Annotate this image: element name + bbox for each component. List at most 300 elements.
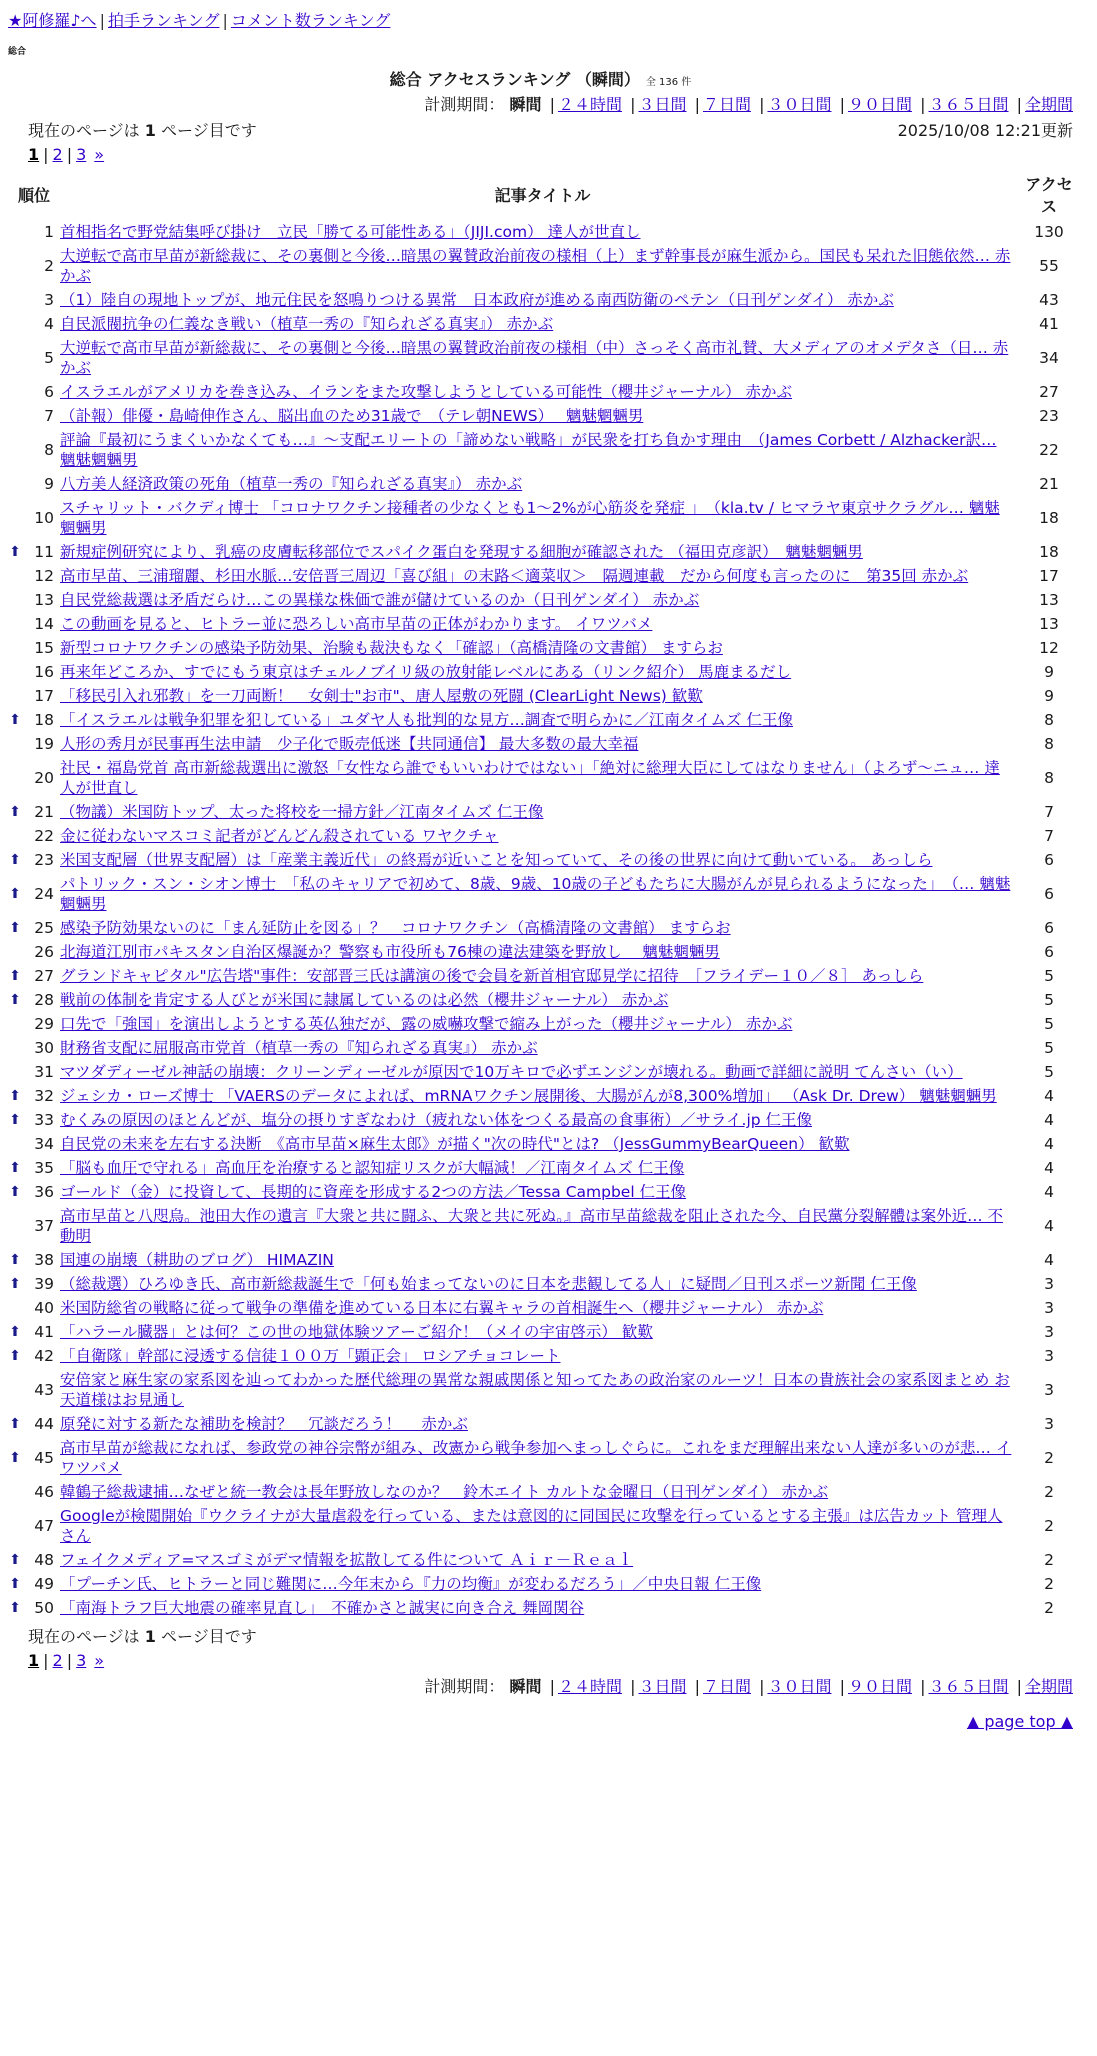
separator: | (222, 11, 228, 30)
article-link[interactable]: ジェシカ・ローズ博士 「VAERSのデータによれば、mRNAワクチン展開後、大腸がんが8,300%増加」 （Ask Dr. Drew） 魑魅魍魎男 (60, 1087, 997, 1105)
rank-number: 38 (34, 1251, 54, 1269)
article-title-cell (60, 1084, 1025, 1108)
rank-number: 41 (34, 1323, 54, 1341)
article-link[interactable]: 北海道江別市パキスタン自治区爆誕か？警察も市役所も76棟の違法建築を野放し 魑魅魍魎男 (60, 943, 720, 961)
rank-number: 14 (34, 615, 54, 633)
access-count: 17 (1039, 567, 1059, 585)
access-count: 41 (1039, 315, 1059, 333)
up-arrow-icon (8, 1012, 22, 1036)
table-row (8, 1480, 1073, 1504)
page-status-prefix: 現在のページは (28, 1627, 140, 1646)
article-link[interactable]: （総裁選）ひろゆき氏、高市新総裁誕生で「何も始まってないのに日本を悲観してる人」に疑問／日刊スポーツ新聞 仁王像 (60, 1275, 917, 1293)
page-status-row (8, 120, 1073, 142)
top-navigation (8, 10, 1073, 32)
period-link-365d[interactable]: ３６５日間 (928, 95, 1009, 114)
page-status-row-bottom (8, 1626, 1073, 1648)
article-title-cell (60, 1248, 1025, 1272)
rank-number: 13 (34, 591, 54, 609)
table-row (8, 496, 1073, 540)
table-row (8, 404, 1073, 428)
table-row (8, 312, 1073, 336)
page-current: 1 (28, 145, 40, 164)
article-title-cell (60, 800, 1025, 824)
table-row (8, 540, 1073, 564)
rank-number: 9 (44, 475, 54, 493)
article-link[interactable]: フェイクメディア=マスゴミがデマ情報を拡散してる件について Ａｉｒ－Ｒｅａｌ (60, 1551, 634, 1569)
access-count: 3 (1044, 1299, 1054, 1317)
article-title-cell (60, 1320, 1025, 1344)
period-selector-top: 計測期間： 瞬間 | ２４時間 | ３日間 | ７日間 | ３０日間 | ９０日間 | ３６５日間 | 全期間 (424, 95, 1073, 114)
article-link[interactable]: 高市早苗、三浦瑠麗、杉田水脈…安倍晋三周辺「喜び組」の末路＜適菜収＞ 隔週連載 だから何度も言ったのに 第35回 赤かぶ (60, 567, 969, 585)
article-title-cell (60, 380, 1025, 404)
access-count: 5 (1044, 1063, 1054, 1081)
access-count: 22 (1039, 441, 1059, 459)
period-label: 計測期間： (424, 1677, 505, 1696)
period-link-all[interactable]: 全期間 (1024, 1677, 1073, 1696)
rank-number: 40 (34, 1299, 54, 1317)
rank-number: 50 (34, 1599, 54, 1617)
access-count: 6 (1044, 919, 1054, 937)
access-count: 55 (1039, 257, 1059, 275)
rank-number: 2 (44, 257, 54, 275)
table-row (8, 708, 1073, 732)
table-row (8, 472, 1073, 496)
access-count: 13 (1039, 615, 1059, 633)
table-row (8, 1504, 1073, 1548)
table-row (8, 1248, 1073, 1272)
article-title-cell (60, 428, 1025, 472)
article-title-cell (60, 1572, 1025, 1596)
page-status-suffix: ページ目です (161, 121, 257, 140)
article-title-cell (60, 684, 1025, 708)
article-title-cell (60, 1108, 1025, 1132)
up-arrow-icon (8, 1036, 22, 1060)
rank-number: 20 (34, 769, 54, 787)
article-link[interactable]: 大逆転で高市早苗が新総裁に、その裏側と今後…暗黒の翼賛政治前夜の様相（上）まず幹事長が麻生派から。国民も呆れた旧態依然… 赤かぶ (60, 247, 1011, 285)
separator: | (99, 11, 105, 30)
article-title-cell (60, 1036, 1025, 1060)
rank-number: 19 (34, 735, 54, 753)
access-count: 9 (1044, 663, 1054, 681)
up-arrow-icon (8, 1296, 22, 1320)
article-link[interactable]: 人形の秀月が民事再生法申請 少子化で販売低迷【共同通信】 最大多数の最大幸福 (60, 735, 639, 753)
article-link[interactable]: 米国防総省の戦略に従って戦争の準備を進めている日本に右翼キャラの首相誕生へ（櫻井ジャーナル） 赤かぶ (60, 1299, 824, 1317)
article-title-cell (60, 496, 1025, 540)
table-row (8, 848, 1073, 872)
table-row (8, 824, 1073, 848)
rank-number: 17 (34, 687, 54, 705)
table-row (8, 1060, 1073, 1084)
rank-number: 47 (34, 1517, 54, 1535)
access-count: 4 (1044, 1087, 1054, 1105)
rank-number: 37 (34, 1217, 54, 1235)
access-count: 4 (1044, 1183, 1054, 1201)
up-arrow-icon: ⬆ (9, 1160, 21, 1176)
article-link[interactable]: 国連の崩壊（耕助のブログ） HIMAZIN (60, 1251, 334, 1269)
rank-number: 23 (34, 851, 54, 869)
article-link[interactable]: 「イスラエルは戦争犯罪を犯している」ユダヤ人も批判的な見方…調査で明らかに／江南タイムズ 仁王像 (60, 711, 793, 729)
up-arrow-icon (8, 824, 22, 848)
rank-number: 5 (44, 349, 54, 367)
table-row (8, 1012, 1073, 1036)
access-count: 6 (1044, 943, 1054, 961)
access-count: 4 (1044, 1135, 1054, 1153)
article-title-cell (60, 312, 1025, 336)
up-arrow-icon (8, 220, 22, 244)
article-link[interactable]: 戦前の体制を肯定する人びとが米国に隷属しているのは必然（櫻井ジャーナル） 赤かぶ (60, 991, 669, 1009)
access-count: 13 (1039, 591, 1059, 609)
table-row (8, 964, 1073, 988)
up-arrow-icon (8, 732, 22, 756)
table-row (8, 636, 1073, 660)
article-title-cell (60, 1132, 1025, 1156)
ranking-count: 全 136 件 (645, 77, 692, 88)
page-status-prefix: 現在のページは (28, 121, 140, 140)
access-count: 34 (1039, 349, 1059, 367)
rank-number: 18 (34, 711, 54, 729)
header-access: アクセス (1025, 175, 1073, 216)
up-arrow-icon (8, 564, 22, 588)
access-count: 18 (1039, 509, 1059, 527)
period-link-all[interactable]: 全期間 (1024, 95, 1073, 114)
table-row (8, 940, 1073, 964)
table-row (8, 1596, 1073, 1620)
page-next[interactable]: » (94, 1651, 105, 1670)
rank-number: 31 (34, 1063, 54, 1081)
up-arrow-icon: ⬆ (9, 1252, 21, 1268)
article-title-cell (60, 1296, 1025, 1320)
up-arrow-icon: ⬆ (9, 852, 21, 868)
up-arrow-icon (8, 940, 22, 964)
rank-number: 39 (34, 1275, 54, 1293)
rank-number: 8 (44, 441, 54, 459)
up-arrow-icon (8, 660, 22, 684)
access-count: 5 (1044, 1039, 1054, 1057)
article-title-cell (60, 588, 1025, 612)
access-count: 12 (1039, 639, 1059, 657)
rank-number: 4 (44, 315, 54, 333)
updated-timestamp: 2025/10/08 12:21更新 (897, 121, 1073, 140)
up-arrow-icon (8, 1480, 22, 1504)
article-title-cell (60, 1012, 1025, 1036)
up-arrow-icon (8, 428, 22, 472)
period-link-24h[interactable]: ２４時間 (557, 1677, 622, 1696)
table-row (8, 1204, 1073, 1248)
up-arrow-icon: ⬆ (9, 712, 21, 728)
article-title-cell (60, 288, 1025, 312)
rank-number: 29 (34, 1015, 54, 1033)
article-link[interactable]: 「南海トラフ巨大地震の確率見直し」 不確かさと誠実に向き合え 舞岡関谷 (60, 1599, 585, 1617)
article-link[interactable]: 金に従わないマスコミ記者がどんどん殺されている ワヤクチャ (60, 827, 499, 845)
access-count: 5 (1044, 1015, 1054, 1033)
article-link[interactable]: 韓鶴子総裁逮捕…なぜと統一教会は長年野放しなのか？ 鈴木エイト カルトな金曜日（日刊ゲンダイ） 赤かぶ (60, 1483, 829, 1501)
article-title-cell (60, 940, 1025, 964)
article-link[interactable]: 口先で「強国」を演出しようとする英仏独だが、露の威嚇攻撃で縮み上がった（櫻井ジャーナル） 赤かぶ (60, 1015, 793, 1033)
article-link[interactable]: 大逆転で高市早苗が新総裁に、その裏側と今後…暗黒の翼賛政治前夜の様相（中）さっそく高市礼賛、大メディアのオメデタさ（日… 赤かぶ (60, 339, 1009, 377)
article-link[interactable]: 自民派閥抗争の仁義なき戦い（植草一秀の『知られざる真実』） 赤かぶ (60, 315, 554, 333)
article-link[interactable]: 「プーチン氏、ヒトラーと同じ難関に…今年末から『力の均衡』が変わるだろう」／中央日報 仁王像 (60, 1575, 762, 1593)
table-row (8, 1436, 1073, 1480)
period-current: 瞬間 (509, 1677, 542, 1696)
up-arrow-icon: ⬆ (9, 968, 21, 984)
access-count: 4 (1044, 1159, 1054, 1177)
table-row (8, 244, 1073, 288)
access-count: 7 (1044, 803, 1054, 821)
article-link[interactable]: 米国支配層（世界支配層）は「産業主義近代」の終焉が近いことを知っていて、その後の世界に向けて動いている。 あっしら (60, 851, 933, 869)
period-link-90d[interactable]: ９０日間 (847, 95, 912, 114)
access-count: 4 (1044, 1251, 1054, 1269)
table-row (8, 288, 1073, 312)
up-arrow-icon: ⬆ (9, 1450, 21, 1466)
page-status-bottom (28, 1626, 257, 1648)
rank-number: 30 (34, 1039, 54, 1057)
access-count: 7 (1044, 827, 1054, 845)
table-row (8, 872, 1073, 916)
access-count: 18 (1039, 543, 1059, 561)
table-row (8, 800, 1073, 824)
article-title-cell (60, 1436, 1025, 1480)
rank-number: 44 (34, 1415, 54, 1433)
article-link[interactable]: 「ハラール臓器」とは何？この世の地獄体験ツアーご紹介！（メイの宇宙啓示） 歓歎 (60, 1323, 653, 1341)
up-arrow-icon: ⬆ (9, 1112, 21, 1128)
up-arrow-icon (8, 312, 22, 336)
article-link[interactable]: （1）陸自の現地トップが、地元住民を怒鳴りつける異常 日本政府が進める南西防衛のペテン（日刊ゲンダイ） 赤かぶ (60, 291, 894, 309)
ranking-rows (8, 220, 1073, 1620)
page-top-link[interactable]: ▲ page top ▲ (966, 1712, 1073, 1731)
period-link-90d[interactable]: ９０日間 (847, 1677, 912, 1696)
article-title-cell (60, 1596, 1025, 1620)
article-title-cell (60, 336, 1025, 380)
table-row (8, 1180, 1073, 1204)
rank-number: 16 (34, 663, 54, 681)
up-arrow-icon: ⬆ (9, 886, 21, 902)
period-link-3d[interactable]: ３日間 (638, 95, 687, 114)
article-link[interactable]: （訃報）俳優・島崎伸作さん、脳出血のため31歳で （テレ朝NEWS） 魑魅魍魎男 (60, 407, 644, 425)
period-link-365d[interactable]: ３６５日間 (928, 1677, 1009, 1696)
page-next[interactable]: » (94, 145, 105, 164)
up-arrow-icon (8, 244, 22, 288)
article-title-cell (60, 708, 1025, 732)
rank-number: 6 (44, 383, 54, 401)
page-current: 1 (28, 1651, 40, 1670)
access-count: 23 (1039, 407, 1059, 425)
rank-number: 42 (34, 1347, 54, 1365)
table-row (8, 1572, 1073, 1596)
up-arrow-icon (8, 1132, 22, 1156)
period-link-7d[interactable]: ７日間 (702, 1677, 751, 1696)
table-row (8, 564, 1073, 588)
article-link[interactable]: 感染予防効果ないのに「まん延防止を図る」？ コロナワクチン（高橋清隆の文書館） ますらお (60, 919, 731, 937)
access-count: 4 (1044, 1111, 1054, 1129)
article-link[interactable]: 「移民引入れ邪教」を一刀両断！ 女剣士"お市"、唐人屋敷の死闘 (ClearLight News) 歓歎 (60, 687, 703, 705)
article-title-cell (60, 404, 1025, 428)
article-title-cell (60, 964, 1025, 988)
rank-number: 22 (34, 827, 54, 845)
article-link[interactable]: （物議）米国防トップ、太った将校を一掃方針／江南タイムズ 仁王像 (60, 803, 544, 821)
up-arrow-icon (8, 336, 22, 380)
article-link[interactable]: むくみの原因のほとんどが、塩分の摂りすぎなわけ（疲れない体をつくる最高の食事術）／サライ.jp 仁王像 (60, 1111, 813, 1129)
access-count: 2 (1044, 1483, 1054, 1501)
table-row (8, 1368, 1073, 1412)
access-count: 8 (1044, 711, 1054, 729)
up-arrow-icon: ⬆ (9, 1576, 21, 1592)
article-title-cell (60, 1060, 1025, 1084)
up-arrow-icon: ⬆ (9, 992, 21, 1008)
table-row (8, 1296, 1073, 1320)
link-comment-ranking[interactable]: コメント数ランキング (230, 11, 391, 30)
up-arrow-icon (8, 612, 22, 636)
up-arrow-icon (8, 588, 22, 612)
table-row (8, 1344, 1073, 1368)
access-count: 3 (1044, 1415, 1054, 1433)
article-title-cell (60, 872, 1025, 916)
rank-number: 7 (44, 407, 54, 425)
article-title-cell (60, 1180, 1025, 1204)
up-arrow-icon: ⬆ (9, 1184, 21, 1200)
table-row (8, 732, 1073, 756)
article-title-cell (60, 1412, 1025, 1436)
page-link-3[interactable]: 3 (76, 1651, 87, 1670)
up-arrow-icon (8, 472, 22, 496)
table-row (8, 336, 1073, 380)
table-row (8, 1132, 1073, 1156)
period-link-7d[interactable]: ７日間 (702, 95, 751, 114)
rank-number: 25 (34, 919, 54, 937)
article-link[interactable]: 評論『最初にうまくいかなくても…』～支配エリートの「諦めない戦略」が民衆を打ち負かす理由 （James Corbett / Alzhacker訳… 魑魅魍魎男 (60, 431, 997, 469)
rank-number: 24 (34, 885, 54, 903)
page-link-2[interactable]: 2 (52, 145, 63, 164)
article-link[interactable]: 自民党総裁選は矛盾だらけ…この異様な株価で誰が儲けているのか（日刊ゲンダイ） 赤かぶ (60, 591, 700, 609)
access-count: 5 (1044, 991, 1054, 1009)
article-link[interactable]: 高市早苗が総裁になれば、参政党の神谷宗幣が組み、改憲から戦争参加へまっしぐらに。これをまだ理解出来ない人達が多いのが悲… イワツバメ (60, 1439, 1012, 1477)
article-title-cell (60, 1480, 1025, 1504)
table-row (8, 220, 1073, 244)
article-title-cell (60, 1272, 1025, 1296)
rank-number: 27 (34, 967, 54, 985)
article-link[interactable]: グランドキャピタル"広告塔"事件：安部晋三氏は講演の後で会員を新首相官邸見学に招待 ［フライデー１０／８］ あっしら (60, 967, 924, 985)
article-link[interactable]: マツダディーゼル神話の崩壊：クリーンディーゼルが原因で10万キロで必ずエンジンが壊れる。動画で詳細に説明 てんさい（い） (60, 1063, 963, 1081)
page-link-3[interactable]: 3 (76, 145, 87, 164)
article-title-cell (60, 1344, 1025, 1368)
article-link[interactable]: Googleが検閲開始『ウクライナが大量虐殺を行っている、または意図的に同国民に攻撃を行っているとする主張』は広告カット 管理人さん (60, 1507, 1003, 1545)
article-link[interactable]: 財務省支配に屈服高市党首（植草一秀の『知られざる真実』） 赤かぶ (60, 1039, 538, 1057)
article-link[interactable]: 八方美人経済政策の死角（植草一秀の『知られざる真実』） 赤かぶ (60, 475, 523, 493)
period-selector-bottom: 計測期間： 瞬間 | ２４時間 | ３日間 | ７日間 | ３０日間 | ９０日間 | ３６５日間 | 全期間 (424, 1677, 1073, 1696)
rank-number: 12 (34, 567, 54, 585)
link-clap-ranking[interactable]: 拍手ランキング (107, 11, 220, 30)
pagination-top: 1 | 2 | 3 » (28, 145, 105, 164)
rank-number: 1 (44, 223, 54, 241)
article-title-cell (60, 472, 1025, 496)
article-link[interactable]: イスラエルがアメリカを巻き込み、イランをまた攻撃しようとしている可能性（櫻井ジャーナル） 赤かぶ (60, 383, 793, 401)
access-count: 3 (1044, 1275, 1054, 1293)
table-header-row (8, 172, 1073, 220)
article-link[interactable]: 再来年どころか、すでにもう東京はチェルノブイリ級の放射能レベルにある（リンク紹介） 馬鹿まるだし (60, 663, 792, 681)
article-link[interactable]: 新規症例研究により、乳癌の皮膚転移部位でスパイク蛋白を発現する細胞が確認された （福田克彦訳） 魑魅魍魎男 (60, 543, 863, 561)
article-title-cell (60, 732, 1025, 756)
rank-number: 10 (34, 509, 54, 527)
article-link[interactable]: 原発に対する新たな補助を検討？ 冗談だろう！ 赤かぶ (60, 1415, 468, 1433)
article-title-cell (60, 220, 1025, 244)
access-count: 2 (1044, 1575, 1054, 1593)
access-count: 43 (1039, 291, 1059, 309)
article-link[interactable]: 安倍家と麻生家の家系図を辿ってわかった歴代総理の異常な親戚関係と知ってたあの政治家のルーツ！日本の貴族社会の家系図まとめ お天道様はお見通し (60, 1371, 1010, 1409)
table-row (8, 1108, 1073, 1132)
article-link[interactable]: 社民・福島党首 高市新総裁選出に激怒「女性なら誰でもいいわけではない」「絶対に総理大臣にしてはなりません」（よろず～ニュ… 達人が世直し (60, 759, 1000, 797)
table-row (8, 1272, 1073, 1296)
article-title-cell (60, 1204, 1025, 1248)
up-arrow-icon (8, 404, 22, 428)
access-count: 2 (1044, 1599, 1054, 1617)
article-link[interactable]: この動画を見ると、ヒトラー並に恐ろしい高市早苗の正体がわかります。 イワツバメ (60, 615, 653, 633)
table-row (8, 1036, 1073, 1060)
rank-number: 36 (34, 1183, 54, 1201)
ranking-title: 総合 アクセスランキング （瞬間） (389, 70, 640, 89)
period-link-3d[interactable]: ３日間 (638, 1677, 687, 1696)
access-count: 9 (1044, 687, 1054, 705)
article-link[interactable]: 首相指名で野党結集呼び掛け 立民「勝てる可能性ある」（JIJI.com） 達人が世直し (60, 223, 641, 241)
link-ashura-home[interactable]: ★阿修羅♪へ (8, 11, 97, 30)
article-link[interactable]: スチャリット・バクディ博士 「コロナワクチン接種者の少なくとも1～2%が心筋炎を発症 」 （kla.tv / ヒマラヤ東京サクラグル… 魑魅魍魎男 (60, 499, 1000, 537)
article-link[interactable]: 新型コロナワクチンの感染予防効果、治験も裁決もなく「確認」（高橋清隆の文書館） ますらお (60, 639, 723, 657)
up-arrow-icon (8, 1204, 22, 1248)
article-title-cell (60, 612, 1025, 636)
table-row (8, 1156, 1073, 1180)
table-row (8, 988, 1073, 1012)
article-link[interactable]: 自民党の未来を左右する決断 《高市早苗×麻生太郎》が描く"次の時代"とは? （JessGummyBearQueen） 歓歎 (60, 1135, 850, 1153)
header-rank: 順位 (17, 186, 50, 205)
article-title-cell (60, 916, 1025, 940)
article-title-cell (60, 1156, 1025, 1180)
period-label: 計測期間： (424, 95, 505, 114)
article-link[interactable]: 高市早苗と八咫烏。池田大作の遺言『大衆と共に闘ふ、大衆と共に死ぬ。』高市早苗総裁を阻止された今、自民黨分裂解體は案外近… 不動明 (60, 1207, 1003, 1245)
up-arrow-icon (8, 288, 22, 312)
up-arrow-icon (8, 756, 22, 800)
rank-number: 32 (34, 1087, 54, 1105)
up-arrow-icon: ⬆ (9, 804, 21, 820)
up-arrow-icon (8, 496, 22, 540)
page-link-2[interactable]: 2 (52, 1651, 63, 1670)
article-title-cell (60, 1548, 1025, 1572)
period-current: 瞬間 (509, 95, 542, 114)
up-arrow-icon (8, 636, 22, 660)
article-title-cell (60, 824, 1025, 848)
period-link-24h[interactable]: ２４時間 (557, 95, 622, 114)
article-title-cell (60, 660, 1025, 684)
rank-number: 46 (34, 1483, 54, 1501)
up-arrow-icon (8, 1504, 22, 1548)
article-link[interactable]: ゴールド（金）に投資して、長期的に資産を形成する2つの方法／Tessa Campbel 仁王像 (60, 1183, 687, 1201)
article-title-cell (60, 636, 1025, 660)
rank-number: 26 (34, 943, 54, 961)
access-count: 21 (1039, 475, 1059, 493)
access-count: 2 (1044, 1551, 1054, 1569)
period-link-30d[interactable]: ３０日間 (767, 1677, 832, 1696)
article-title-cell (60, 1368, 1025, 1412)
page-status-number: 1 (144, 121, 156, 140)
up-arrow-icon: ⬆ (9, 544, 21, 560)
table-row (8, 1548, 1073, 1572)
access-count: 8 (1044, 735, 1054, 753)
article-link[interactable]: パトリック・スン・シオン博士 「私のキャリアで初めて、8歳、9歳、10歳の子どもたちに大腸がんが見られるようになった」 （… 魑魅魍魎男 (60, 875, 1011, 913)
article-link[interactable]: 「脳も血圧で守れる」高血圧を治療すると認知症リスクが大幅減！／江南タイムズ 仁王像 (60, 1159, 685, 1177)
up-arrow-icon: ⬆ (9, 1600, 21, 1616)
period-link-30d[interactable]: ３０日間 (767, 95, 832, 114)
pagination-bottom: 1 | 2 | 3 » (28, 1651, 105, 1670)
table-row (8, 1412, 1073, 1436)
category-label: 総合 (8, 47, 27, 57)
article-link[interactable]: 「自衛隊」幹部に浸透する信徒１００万「顕正会」 ロシアチョコレート (60, 1347, 561, 1365)
